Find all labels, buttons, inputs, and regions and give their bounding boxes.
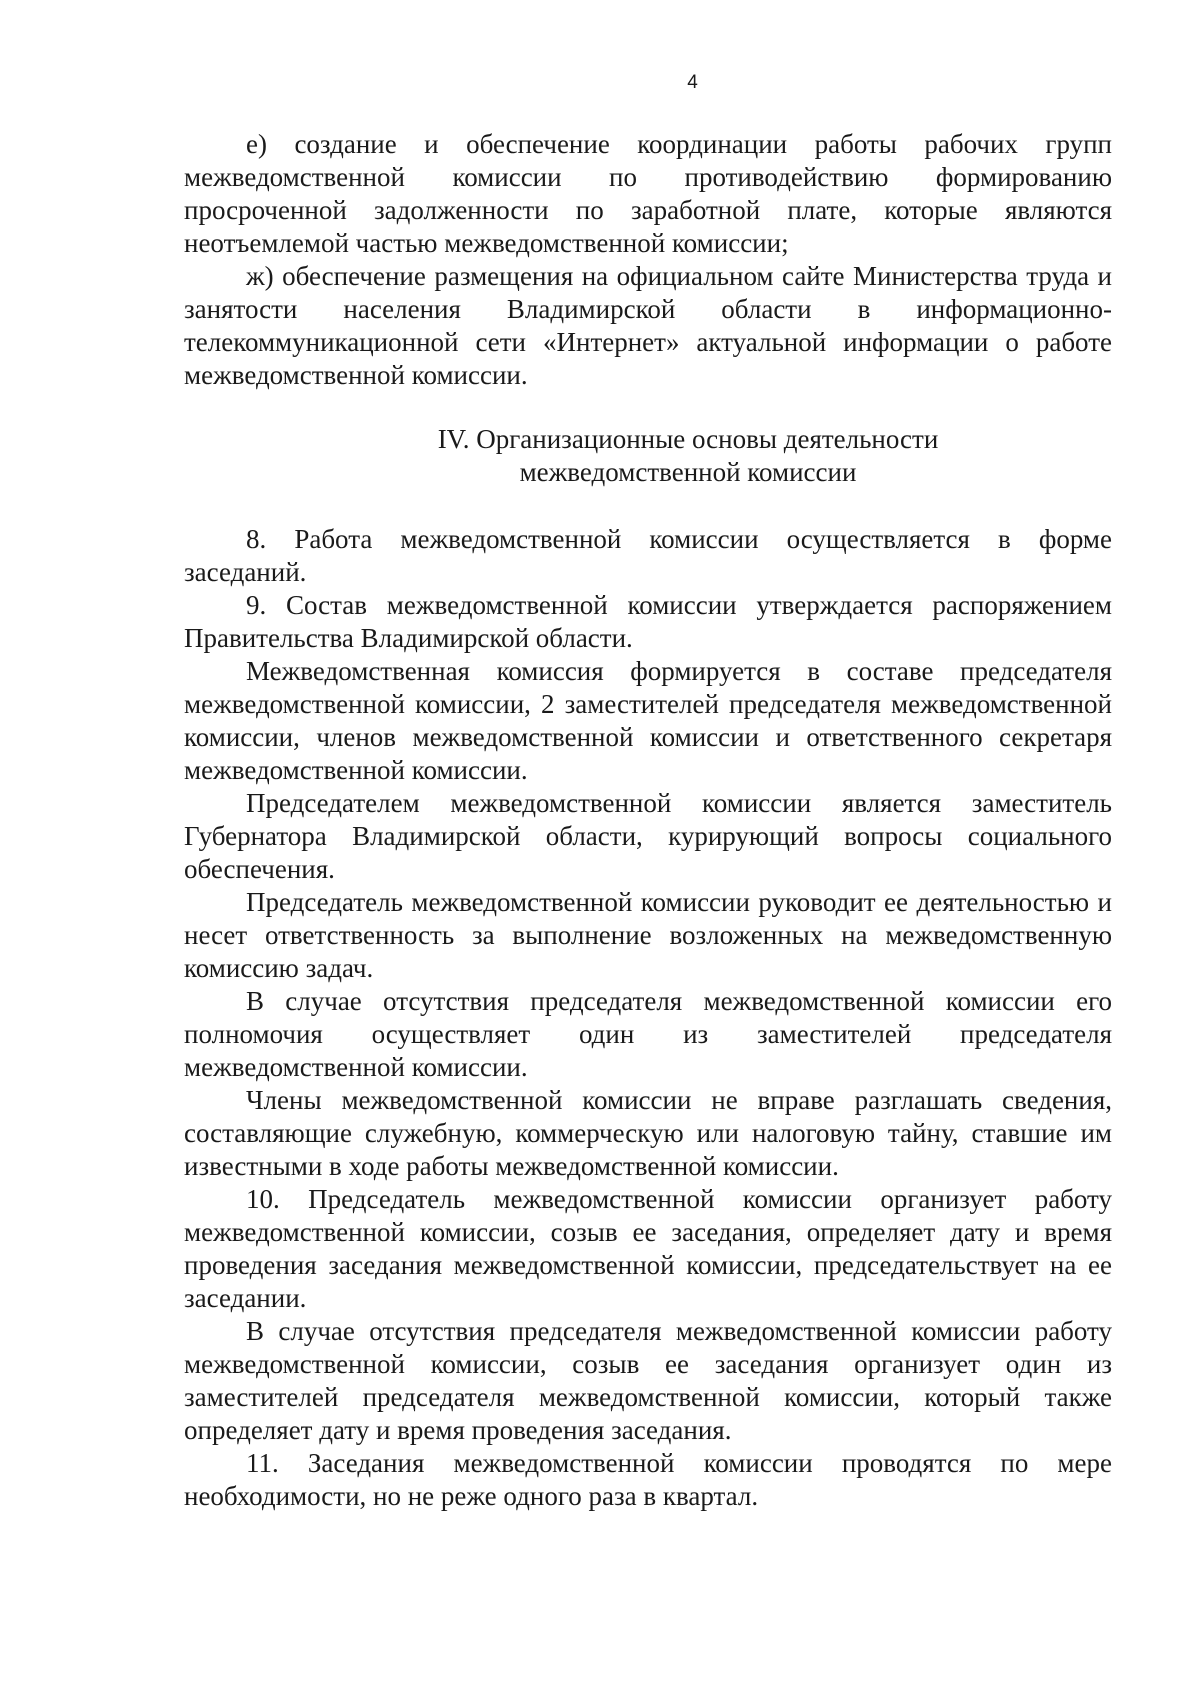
paragraph-composition: Межведомственная комиссия формируется в составе председателя межведомственной комиссии, 2 заместителей председателя межведомственной комиссии, членов межведомственной комиссии и ответственного секретаря межведомственной комиссии. xyxy=(184,656,1112,785)
paragraph-10-absence: В случае отсутствия председателя межведомственной комиссии работу межведомственной комиссии, созыв ее заседания организует один из заместителей председателя межведомственной комиссии, который также определяет дату и время проведения заседания. xyxy=(184,1316,1112,1445)
paragraph-zh: ж) обеспечение размещения на официальном сайте Министерства труда и занятости населения Владимирской области в информационно-телекоммуникационной сети «Интернет» актуальной информации о работе межведомственной комиссии. xyxy=(184,261,1112,390)
paragraph-chairman: Председателем межведомственной комиссии является заместитель Губернатора Владимирской области, курирующий вопросы социального обеспечения. xyxy=(184,788,1112,884)
paragraph-11: 11. Заседания межведомственной комиссии проводятся по мере необходимости, но не реже одного раза в квартал. xyxy=(184,1448,1112,1511)
paragraph-e: е) создание и обеспечение координации работы рабочих групп межведомственной комиссии по противодействию формированию просроченной задолженности по заработной плате, которые являются неотъемлемой частью межведомственной комиссии; xyxy=(184,129,1112,258)
section-heading-line1: IV. Организационные основы деятельности xyxy=(437,424,939,454)
paragraph-chairman-absence: В случае отсутствия председателя межведомственной комиссии его полномочия осуществляет один из заместителей председателя межведомственной комиссии. xyxy=(184,986,1112,1082)
page-number: 4 xyxy=(687,72,698,93)
paragraph-chairman-duties: Председатель межведомственной комиссии руководит ее деятельностью и несет ответственность за выполнение возложенных на межведомственную комиссию задач. xyxy=(184,887,1112,983)
section-heading-line2: межведомственной комиссии xyxy=(519,457,857,487)
paragraph-members-secrecy: Члены межведомственной комиссии не вправе разглашать сведения, составляющие служебную, коммерческую или налоговую тайну, ставшие им известными в ходе работы межведомственной комиссии. xyxy=(184,1085,1112,1181)
paragraph-8: 8. Работа межведомственной комиссии осуществляется в форме заседаний. xyxy=(184,524,1112,587)
paragraph-10: 10. Председатель межведомственной комиссии организует работу межведомственной комиссии, созыв ее заседания, определяет дату и время проведения заседания межведомственной комиссии, председательствует на ее заседании. xyxy=(184,1184,1112,1313)
section-heading xyxy=(184,423,1112,489)
paragraph-9: 9. Состав межведомственной комиссии утверждается распоряжением Правительства Владимирской области. xyxy=(184,590,1112,653)
document-body xyxy=(184,128,1112,1513)
